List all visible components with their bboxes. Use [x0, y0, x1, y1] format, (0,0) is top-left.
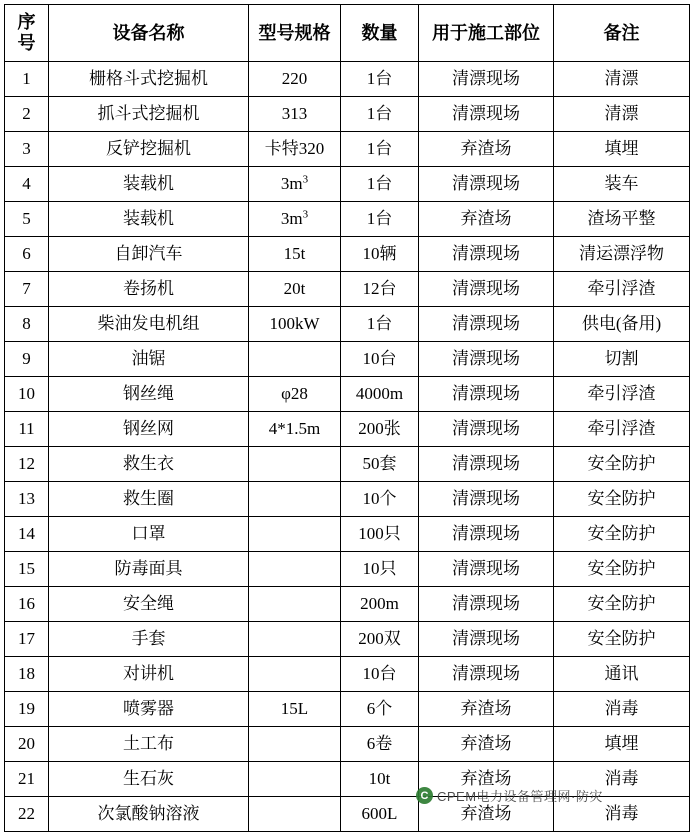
- cell-quantity: 1台: [341, 62, 419, 97]
- cell-remarks: 消毒: [554, 797, 690, 832]
- cell-remarks: 牵引浮渣: [554, 272, 690, 307]
- cell-model-spec: 15L: [249, 692, 341, 727]
- cell-equipment-name: 卷扬机: [49, 272, 249, 307]
- cell-index: 4: [5, 167, 49, 202]
- cell-quantity: 100只: [341, 517, 419, 552]
- watermark-text: CPEM电力设备管理网·防灾: [437, 789, 603, 804]
- table-header: [5, 5, 690, 62]
- cell-usage-location: 清漂现场: [419, 272, 554, 307]
- cell-usage-location: 清漂现场: [419, 622, 554, 657]
- table-body: [5, 62, 690, 832]
- cell-quantity: 1台: [341, 307, 419, 342]
- cell-index: 17: [5, 622, 49, 657]
- cell-equipment-name: 救生圈: [49, 482, 249, 517]
- cell-equipment-name: 栅格斗式挖掘机: [49, 62, 249, 97]
- cell-model-spec: φ28: [249, 377, 341, 412]
- equipment-table: [4, 4, 690, 832]
- cell-index: 15: [5, 552, 49, 587]
- cell-quantity: 12台: [341, 272, 419, 307]
- column-header-index: 序号: [5, 5, 49, 62]
- cell-model-spec: [249, 517, 341, 552]
- cell-model-spec: 220: [249, 62, 341, 97]
- cell-index: 9: [5, 342, 49, 377]
- cell-usage-location: 清漂现场: [419, 447, 554, 482]
- cell-usage-location: 清漂现场: [419, 552, 554, 587]
- cell-model-spec: [249, 552, 341, 587]
- cell-equipment-name: 土工布: [49, 727, 249, 762]
- cell-quantity: 200张: [341, 412, 419, 447]
- cell-model-spec: 100kW: [249, 307, 341, 342]
- cell-index: 18: [5, 657, 49, 692]
- cell-remarks: 安全防护: [554, 622, 690, 657]
- cell-remarks: 填埋: [554, 727, 690, 762]
- table-row: [5, 272, 690, 307]
- cell-usage-location: 弃渣场: [419, 202, 554, 237]
- cell-model-spec: [249, 342, 341, 377]
- cell-index: 22: [5, 797, 49, 832]
- cell-usage-location: 弃渣场: [419, 797, 554, 832]
- cell-model-spec: 4*1.5m: [249, 412, 341, 447]
- table-row: [5, 412, 690, 447]
- cell-remarks: 牵引浮渣: [554, 412, 690, 447]
- cell-quantity: 10辆: [341, 237, 419, 272]
- cell-remarks: 安全防护: [554, 552, 690, 587]
- cell-model-spec: 20t: [249, 272, 341, 307]
- cell-equipment-name: 柴油发电机组: [49, 307, 249, 342]
- column-header-usage-location: 用于施工部位: [419, 5, 554, 62]
- cell-quantity: 6个: [341, 692, 419, 727]
- cell-usage-location: 弃渣场: [419, 727, 554, 762]
- table-row: [5, 307, 690, 342]
- cell-model-spec: [249, 587, 341, 622]
- cell-quantity: 200双: [341, 622, 419, 657]
- cell-index: 20: [5, 727, 49, 762]
- cell-quantity: 1台: [341, 97, 419, 132]
- cell-equipment-name: 安全绳: [49, 587, 249, 622]
- cell-usage-location: 清漂现场: [419, 62, 554, 97]
- cell-equipment-name: 钢丝网: [49, 412, 249, 447]
- cell-usage-location: 清漂现场: [419, 237, 554, 272]
- cell-equipment-name: 装载机: [49, 202, 249, 237]
- table-row: [5, 167, 690, 202]
- cell-equipment-name: 装载机: [49, 167, 249, 202]
- table-row: [5, 622, 690, 657]
- cell-quantity: 1台: [341, 132, 419, 167]
- cell-model-spec: [249, 482, 341, 517]
- cell-remarks: 安全防护: [554, 482, 690, 517]
- cell-usage-location: 弃渣场: [419, 692, 554, 727]
- cell-quantity: 4000m: [341, 377, 419, 412]
- cell-model-spec: [249, 202, 341, 237]
- column-header-equipment-name: 设备名称: [49, 5, 249, 62]
- table-header-row: [5, 5, 690, 62]
- cell-remarks: 消毒: [554, 692, 690, 727]
- cell-usage-location: 弃渣场: [419, 132, 554, 167]
- equipment-table-container: [4, 4, 689, 832]
- cell-index: 2: [5, 97, 49, 132]
- cell-usage-location: 清漂现场: [419, 97, 554, 132]
- cell-index: 8: [5, 307, 49, 342]
- cell-index: 11: [5, 412, 49, 447]
- cell-remarks: 填埋: [554, 132, 690, 167]
- cell-model-spec: 15t: [249, 237, 341, 272]
- cell-remarks: 装车: [554, 167, 690, 202]
- cell-quantity: 10个: [341, 482, 419, 517]
- cell-usage-location: 清漂现场: [419, 307, 554, 342]
- cell-equipment-name: 喷雾器: [49, 692, 249, 727]
- table-row: [5, 377, 690, 412]
- cell-equipment-name: 自卸汽车: [49, 237, 249, 272]
- cell-usage-location: 清漂现场: [419, 587, 554, 622]
- cell-remarks: 清运漂浮物: [554, 237, 690, 272]
- table-row: [5, 762, 690, 797]
- cell-remarks: 安全防护: [554, 447, 690, 482]
- table-row: [5, 62, 690, 97]
- model-value: $3m^3$: [280, 173, 309, 194]
- cell-quantity: 10台: [341, 342, 419, 377]
- cell-equipment-name: 油锯: [49, 342, 249, 377]
- table-row: [5, 587, 690, 622]
- watermark-logo-icon: C: [416, 787, 433, 804]
- cell-index: 19: [5, 692, 49, 727]
- cell-remarks: 消毒: [554, 762, 690, 797]
- table-row: [5, 342, 690, 377]
- cell-remarks: 安全防护: [554, 517, 690, 552]
- table-row: [5, 797, 690, 832]
- table-row: [5, 482, 690, 517]
- cell-usage-location: 清漂现场: [419, 517, 554, 552]
- cell-quantity: 50套: [341, 447, 419, 482]
- table-row: [5, 97, 690, 132]
- cell-usage-location: 清漂现场: [419, 657, 554, 692]
- cell-quantity: 600L: [341, 797, 419, 832]
- cell-model-spec: 卡特320: [249, 132, 341, 167]
- cell-equipment-name: 防毒面具: [49, 552, 249, 587]
- cell-index: 13: [5, 482, 49, 517]
- cell-remarks: 通讯: [554, 657, 690, 692]
- cell-model-spec: [249, 797, 341, 832]
- cell-quantity: 10台: [341, 657, 419, 692]
- cell-quantity: 1台: [341, 202, 419, 237]
- cell-equipment-name: 救生衣: [49, 447, 249, 482]
- table-row: [5, 727, 690, 762]
- cell-equipment-name: 抓斗式挖掘机: [49, 97, 249, 132]
- cell-index: 5: [5, 202, 49, 237]
- cell-usage-location: 清漂现场: [419, 377, 554, 412]
- table-row: [5, 237, 690, 272]
- cell-model-spec: [249, 657, 341, 692]
- cell-index: 14: [5, 517, 49, 552]
- cell-quantity: 6卷: [341, 727, 419, 762]
- cell-index: 7: [5, 272, 49, 307]
- cell-usage-location: 清漂现场: [419, 167, 554, 202]
- cell-usage-location: 清漂现场: [419, 412, 554, 447]
- cell-remarks: 供电(备用): [554, 307, 690, 342]
- cell-quantity: 200m: [341, 587, 419, 622]
- cell-remarks: 安全防护: [554, 587, 690, 622]
- cell-remarks: 切割: [554, 342, 690, 377]
- cell-equipment-name: 生石灰: [49, 762, 249, 797]
- cell-quantity: 10只: [341, 552, 419, 587]
- column-header-remarks: 备注: [554, 5, 690, 62]
- column-header-quantity: 数量: [341, 5, 419, 62]
- cell-model-spec: [249, 447, 341, 482]
- cell-remarks: 清漂: [554, 97, 690, 132]
- table-row: [5, 552, 690, 587]
- cell-index: 10: [5, 377, 49, 412]
- cell-remarks: 渣场平整: [554, 202, 690, 237]
- cell-equipment-name: 钢丝绳: [49, 377, 249, 412]
- cell-model-spec: [249, 762, 341, 797]
- table-row: [5, 132, 690, 167]
- cell-index: 6: [5, 237, 49, 272]
- cell-usage-location: 弃渣场: [419, 762, 554, 797]
- cell-remarks: 牵引浮渣: [554, 377, 690, 412]
- cell-equipment-name: 反铲挖掘机: [49, 132, 249, 167]
- cell-equipment-name: 对讲机: [49, 657, 249, 692]
- column-header-model-spec: 型号规格: [249, 5, 341, 62]
- cell-index: 3: [5, 132, 49, 167]
- cell-remarks: 清漂: [554, 62, 690, 97]
- cell-model-spec: [249, 622, 341, 657]
- table-row: [5, 202, 690, 237]
- cell-usage-location: 清漂现场: [419, 482, 554, 517]
- table-row: [5, 657, 690, 692]
- cell-index: 16: [5, 587, 49, 622]
- table-row: [5, 447, 690, 482]
- cell-equipment-name: 口罩: [49, 517, 249, 552]
- cell-model-spec: [249, 167, 341, 202]
- model-value: $3m^3$: [280, 208, 309, 229]
- cell-index: 12: [5, 447, 49, 482]
- cell-equipment-name: 手套: [49, 622, 249, 657]
- cell-model-spec: [249, 727, 341, 762]
- cell-quantity: 1台: [341, 167, 419, 202]
- cell-quantity: 10t: [341, 762, 419, 797]
- table-row: [5, 692, 690, 727]
- cell-usage-location: 清漂现场: [419, 342, 554, 377]
- cell-index: 21: [5, 762, 49, 797]
- table-row: [5, 517, 690, 552]
- cell-model-spec: 313: [249, 97, 341, 132]
- cell-index: 1: [5, 62, 49, 97]
- cell-equipment-name: 次氯酸钠溶液: [49, 797, 249, 832]
